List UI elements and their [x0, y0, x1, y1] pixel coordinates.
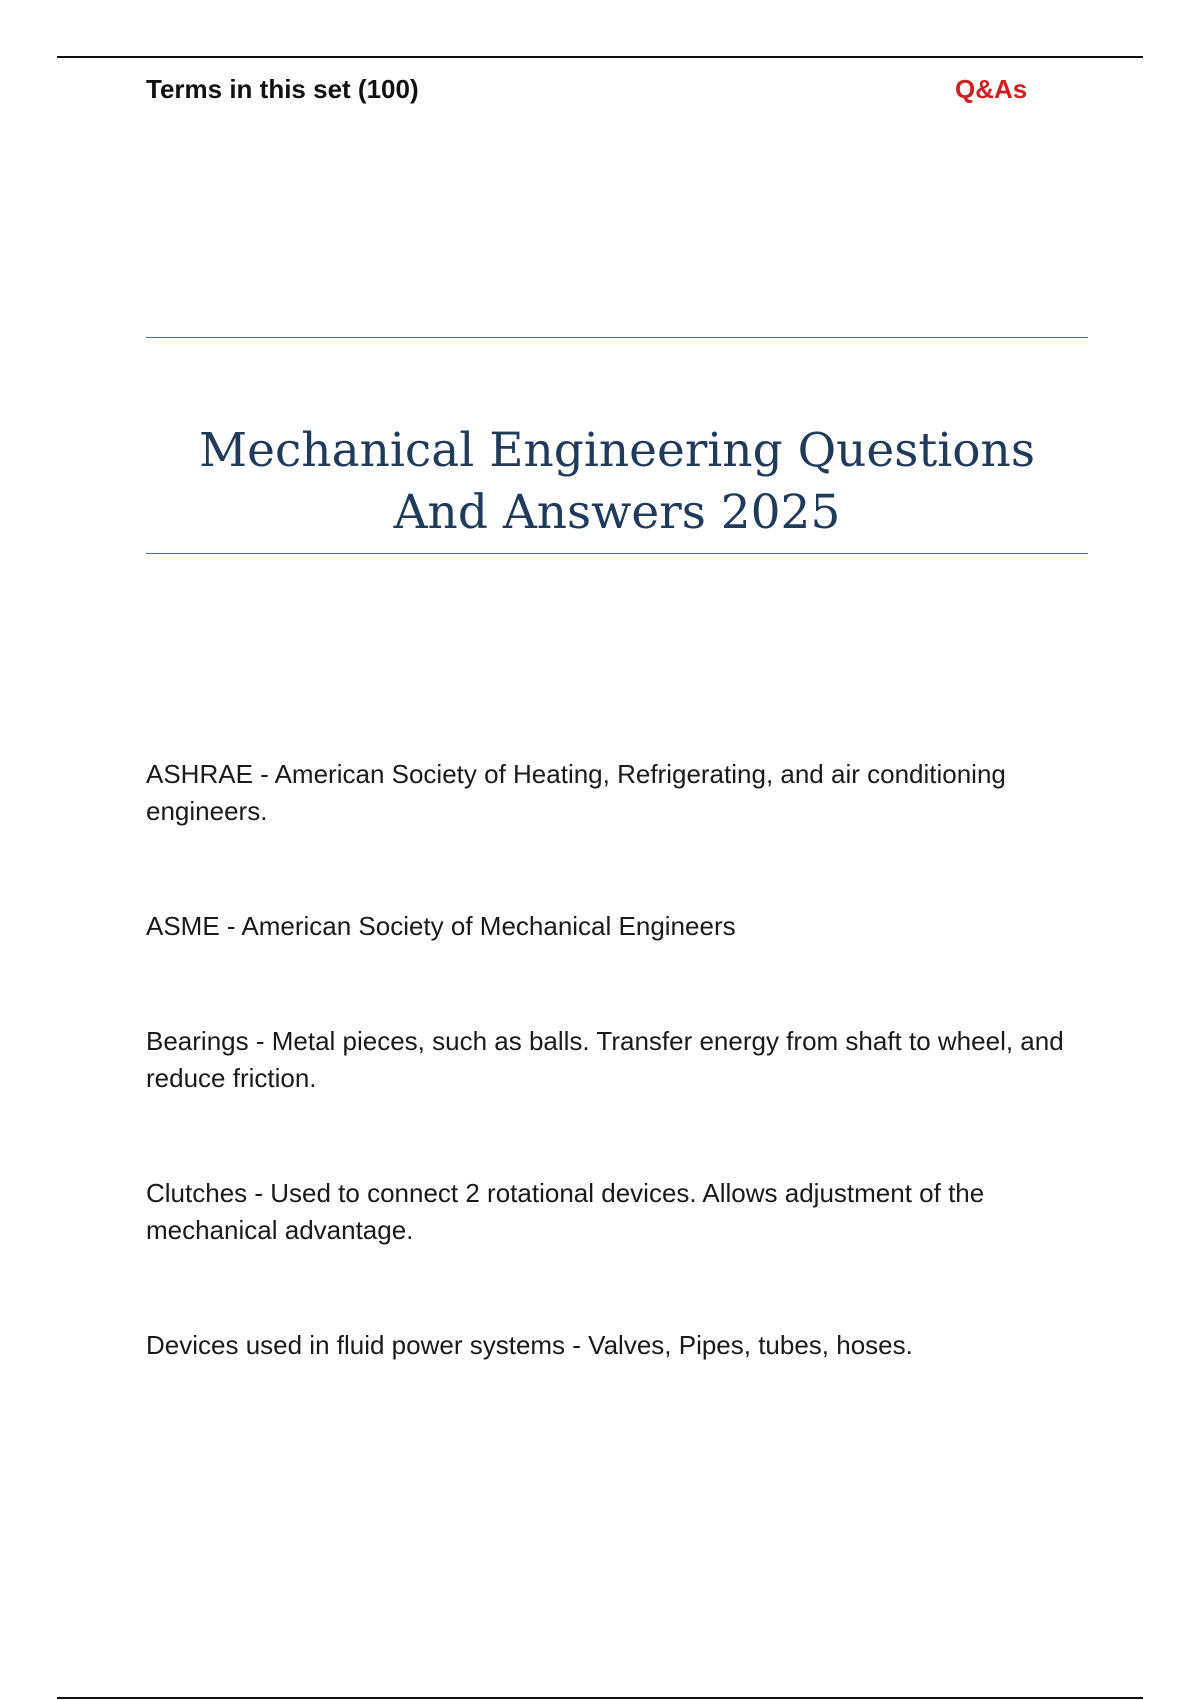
page-top-rule [57, 56, 1143, 58]
terms-count-heading: Terms in this set (100) [146, 74, 419, 104]
term-item: ASME - American Society of Mechanical Engineers [146, 911, 736, 941]
title-top-rule [146, 337, 1088, 338]
title-bottom-rule [146, 553, 1088, 554]
term-item: Clutches - Used to connect 2 rotational devices. Allows adjustment of the mechanical advantage. [146, 1178, 985, 1245]
qa-label: Q&As [955, 74, 1028, 104]
terms-list [146, 756, 1106, 1364]
term-item: Bearings - Metal pieces, such as balls. Transfer energy from shaft to wheel, and reduce friction. [146, 1026, 1064, 1093]
page-bottom-rule [57, 1697, 1143, 1699]
term-item: Devices used in fluid power systems - Valves, Pipes, tubes, hoses. [146, 1330, 913, 1360]
document-title: Mechanical Engineering Questions And Answers 2025 [199, 423, 1035, 540]
term-item: ASHRAE - American Society of Heating, Refrigerating, and air conditioning engineers. [146, 759, 1006, 826]
